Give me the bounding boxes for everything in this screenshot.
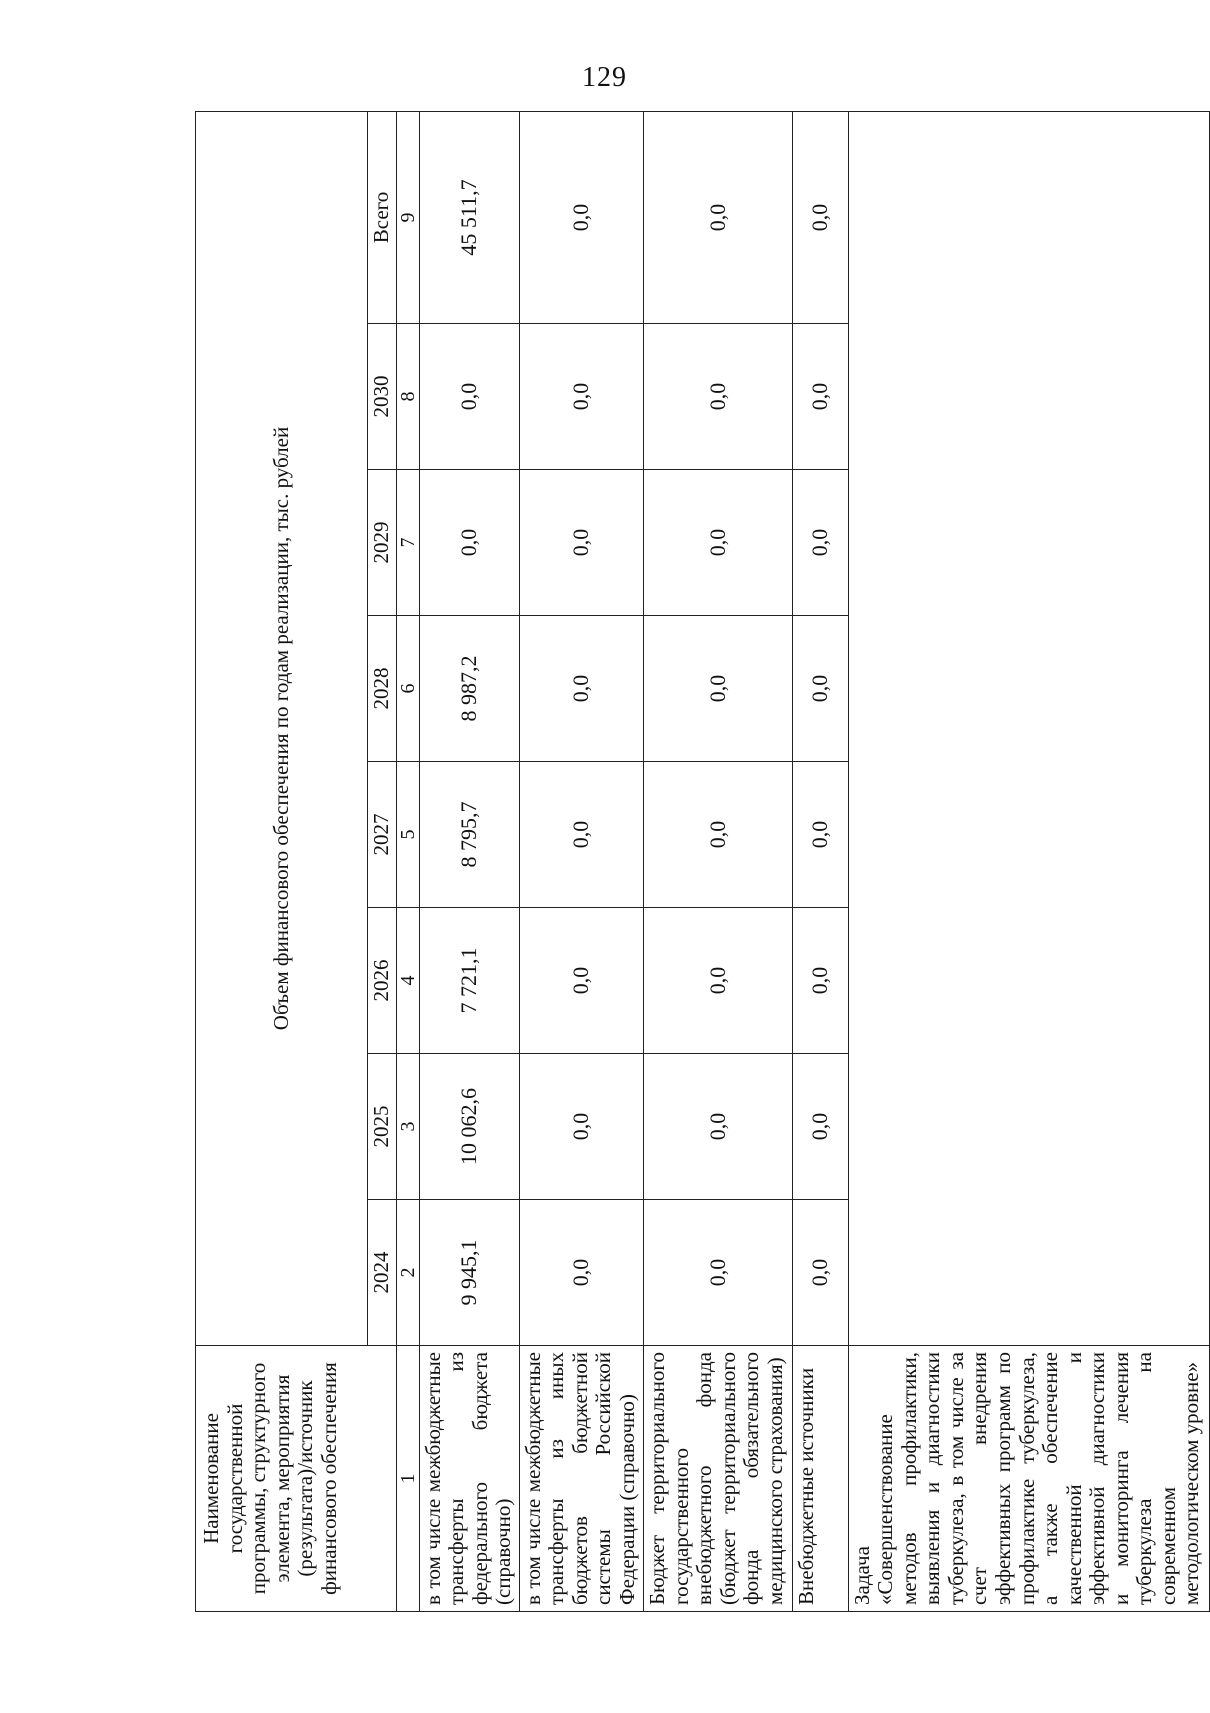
column-number: 6 <box>396 616 419 762</box>
rotated-table-container <box>195 112 1210 1612</box>
row-label: в том числе межбюджетные трансферты из иных бюджетов бюджетной системы Российской Федерации (справочно) <box>519 1346 643 1612</box>
header-year: 2027 <box>368 762 397 908</box>
value-cell: 10 062,6 <box>419 1054 519 1200</box>
value-cell: 0,0 <box>644 1054 793 1200</box>
value-cell: 0,0 <box>644 470 793 616</box>
value-cell: 8 795,7 <box>419 762 519 908</box>
value-cell: 0,0 <box>519 111 643 323</box>
header-year: 2028 <box>368 616 397 762</box>
value-cell: 0,0 <box>793 1054 849 1200</box>
value-cell: 0,0 <box>644 1200 793 1346</box>
value-cell: 0,0 <box>793 111 849 323</box>
value-cell: 0,0 <box>519 616 643 762</box>
value-cell: 0,0 <box>793 324 849 470</box>
value-cell: 0,0 <box>644 111 793 323</box>
value-cell: 0,0 <box>519 762 643 908</box>
header-year: 2030 <box>368 324 397 470</box>
value-cell: 0,0 <box>419 324 519 470</box>
row-label: Бюджет территориального государственного внебюджетного фонда (бюджет территориального фонда обязательного медицинского страхования) <box>644 1346 793 1612</box>
value-cell: 0,0 <box>419 470 519 616</box>
value-cell: 0,0 <box>519 1200 643 1346</box>
value-cell: 8 987,2 <box>419 616 519 762</box>
value-cell: 0,0 <box>519 1054 643 1200</box>
header-year: 2025 <box>368 1054 397 1200</box>
value-cell: 0,0 <box>793 1200 849 1346</box>
header-name-cell: Наименование государственной программы, структурного элемента, мероприятия (результата)/источник финансового обеспечения <box>196 1346 397 1612</box>
header-year: 2024 <box>368 1200 397 1346</box>
header-total: Всего <box>368 111 397 323</box>
value-cell: 0,0 <box>793 616 849 762</box>
value-cell: 7 721,1 <box>419 908 519 1054</box>
table-row <box>793 111 849 1611</box>
value-cell: 0,0 <box>644 324 793 470</box>
value-cell: 0,0 <box>519 324 643 470</box>
value-cell: 0,0 <box>519 908 643 1054</box>
value-cell: 45 511,7 <box>419 111 519 323</box>
table-row <box>519 111 643 1611</box>
funding-table <box>195 111 1210 1612</box>
header-volume-title: Объем финансового обеспечения по годам реализации, тыс. рублей <box>196 111 368 1345</box>
row-label: в том числе межбюджетные трансферты из федерального бюджета (справочно) <box>419 1346 519 1612</box>
column-number: 3 <box>396 1054 419 1200</box>
row-label: Внебюджетные источники <box>793 1346 849 1612</box>
page-number: 129 <box>582 62 627 93</box>
column-number: 9 <box>396 111 419 323</box>
table-row <box>848 111 1209 1611</box>
task-empty-cell <box>848 111 1209 1345</box>
column-number: 4 <box>396 908 419 1054</box>
header-year: 2026 <box>368 908 397 1054</box>
table-row <box>419 111 519 1611</box>
value-cell: 0,0 <box>519 470 643 616</box>
column-number: 8 <box>396 324 419 470</box>
column-number: 5 <box>396 762 419 908</box>
value-cell: 0,0 <box>793 470 849 616</box>
column-number: 2 <box>396 1200 419 1346</box>
column-number: 7 <box>396 470 419 616</box>
table-row <box>644 111 793 1611</box>
column-number: 1 <box>396 1346 419 1612</box>
value-cell: 9 945,1 <box>419 1200 519 1346</box>
value-cell: 0,0 <box>644 908 793 1054</box>
value-cell: 0,0 <box>793 762 849 908</box>
value-cell: 0,0 <box>644 616 793 762</box>
value-cell: 0,0 <box>793 908 849 1054</box>
value-cell: 0,0 <box>644 762 793 908</box>
header-year: 2029 <box>368 470 397 616</box>
row-label: Задача «Совершенствование методов профилактики, выявления и диагностики туберкулеза, в том числе за счет внедрения эффективных программ по профилактике туберкулеза, а также обеспечение качественной и эффективной диагностики и мониторинга лечения туберкулеза на современном методологическом уровне» <box>848 1346 1209 1612</box>
